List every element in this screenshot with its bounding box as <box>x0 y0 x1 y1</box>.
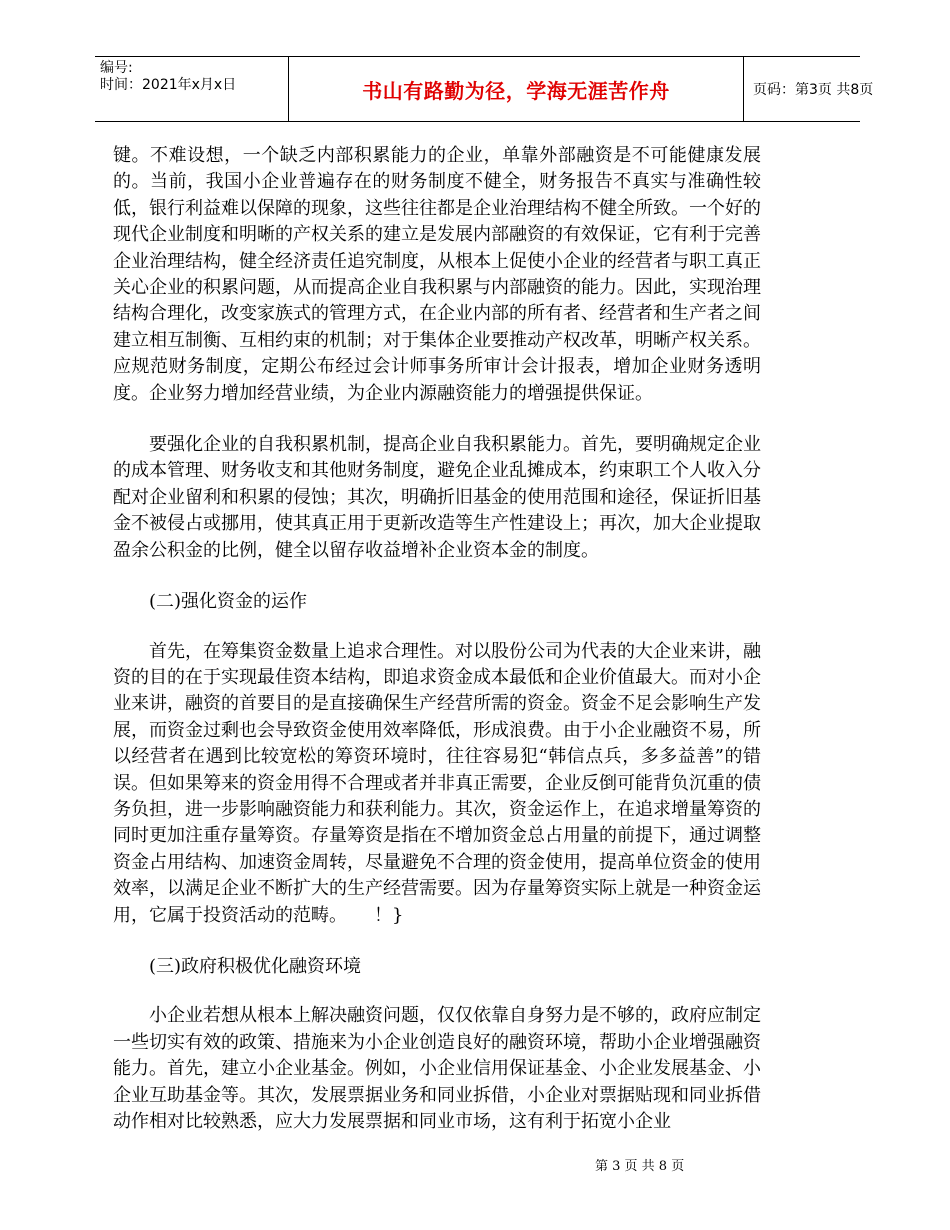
section-heading: (三)政府积极优化融资环境 <box>149 955 362 977</box>
page-header <box>95 56 874 122</box>
header-motto-cell <box>288 57 744 121</box>
document-time-label: 时间：2021年x月x日 <box>100 77 237 93</box>
document-body <box>113 143 761 1160</box>
body-paragraph: 小企业若想从根本上解决融资问题，仅仅依靠自身努力是不够的，政府应制定一些切实有效的政策、措施来为小企业创造良好的融资环境，帮助小企业增强融资能力。首先，建立小企业基金。例如，小企业信用保证基金、小企业发展基金、小企业互助基金等。其次，发展票据业务和同业拆借，小企业对票据贴现和同业拆借动作相对比较熟悉，应大力发展票据和同业市场，这有利于拓宽小企业 <box>113 1005 761 1132</box>
header-meta-cell <box>95 57 288 121</box>
body-paragraph: 首先，在筹集资金数量上追求合理性。对以股份公司为代表的大企业来讲，融资的目的在于实现最佳资本结构，即追求资金成本最低和企业价值最大。而对小企业来讲，融资的首要目的是直接确保生产经营所需的资金。资金不足会影响生产发展，而资金过剩也会导致资金使用效率降低，形成浪费。由于小企业融资不易，所以经营者在遇到比较宽松的筹资环境时，往往容易犯“韩信点兵，多多益善”的错误。但如果筹来的资金用得不合理或者并非真正需要，企业反倒可能背负沉重的债务负担，进一步影响融资能力和获利能力。其次，资金运作上，在追求增量筹资的同时更加注重存量筹资。存量筹资是指在不增加资金总占用量的前提下，通过调整资金占用结构、加速资金周转，尽量避免不合理的资金使用，提高单位资金的使用效率，以满足企业不断扩大的生产经营需要。因为存量筹资实际上就是一种资金运用，它属于投资活动的范畴。 ！} <box>113 640 761 926</box>
header-page-info: 页码：第3页 共8页 <box>753 82 874 98</box>
page-footer: 第 3 页 共 8 页 <box>595 1159 685 1174</box>
section-heading: (二)强化资金的运作 <box>149 591 308 613</box>
body-paragraph: 键。不难设想，一个缺乏内部积累能力的企业，单靠外部融资是不可能健康发展的。当前，我国小企业普遍存在的财务制度不健全，财务报告不真实与准确性较低，银行利益难以保障的现象，这些往往都是企业治理结构不健全所致。一个好的现代企业制度和明晰的产权关系的建立是发展内部融资的有效保证，它有利于完善企业治理结构，健全经济责任追究制度，从根本上促使小企业的经营者与职工真正关心企业的积累问题，从而提高企业自我积累与内部融资的能力。因此，实现治理结构合理化，改变家族式的管理方式，在企业内部的所有者、经营者和生产者之间建立相互制衡、互相约束的机制；对于集体企业要推动产权改革，明晰产权关系。应规范财务制度，定期公布经过会计师事务所审计会计报表，增加企业财务透明度。企业努力增加经营业绩，为企业内源融资能力的增强提供保证。 <box>113 145 761 404</box>
document-number-label: 编号: <box>100 60 133 76</box>
body-paragraph: 要强化企业的自我积累机制，提高企业自我积累能力。首先，要明确规定企业的成本管理、财务收支和其他财务制度，避免企业乱摊成本，约束职工个人收入分配对企业留利和积累的侵蚀；其次，明确折旧基金的使用范围和途径，保证折旧基金不被侵占或挪用，使其真正用于更新改造等生产性建设上；再次，加大企业提取盈余公积金的比例，健全以留存收益增补企业资本金的制度。 <box>113 434 761 561</box>
header-page-cell <box>744 57 874 121</box>
header-motto: 书山有路勤为径，学海无涯苦作舟 <box>362 78 670 103</box>
